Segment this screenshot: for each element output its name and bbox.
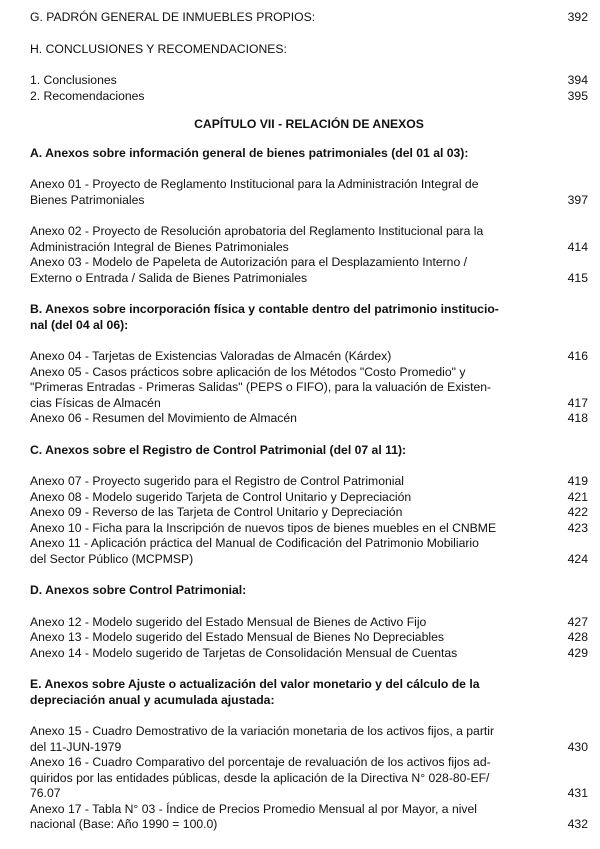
toc-entry-h2 <box>30 89 588 105</box>
toc-entry-page: 395 <box>567 88 588 103</box>
annex-entry <box>30 536 588 567</box>
annex-entry-line: del 11-JUN-1979 <box>30 739 122 754</box>
annex-entry-page: 418 <box>567 411 588 425</box>
annex-entry-text <box>30 521 558 537</box>
annex-entry-line: Anexo 06 - Resumen del Movimiento de Almacén <box>30 411 297 425</box>
annex-entry <box>30 724 588 755</box>
annex-entry-text <box>30 724 558 755</box>
annex-entry-text <box>30 505 558 521</box>
annex-sections <box>30 146 588 833</box>
annex-entry-text <box>30 615 558 631</box>
annex-entry-text <box>30 802 558 833</box>
toc-page <box>30 10 588 833</box>
annex-entry-page: 414 <box>567 239 588 254</box>
annex-entry-text <box>30 646 558 662</box>
annex-entry <box>30 755 588 802</box>
annex-entry-page: 417 <box>567 395 588 410</box>
toc-entry-h1 <box>30 73 588 89</box>
toc-entry-g <box>30 10 588 26</box>
annex-entry-page: 416 <box>567 349 588 363</box>
annex-entry <box>30 224 588 255</box>
annex-entry-text <box>30 349 558 365</box>
annex-entry-line: Anexo 05 - Casos prácticos sobre aplicación de los Métodos "Costo Promedio" y <box>30 364 466 379</box>
annex-entry-line: Anexo 17 - Tabla N° 03 - Índice de Precios Promedio Mensual al por Mayor, a nivel <box>30 801 478 816</box>
annex-entry-line: Anexo 15 - Cuadro Demostrativo de la variación monetaria de los activos fijos, a partir <box>30 724 495 738</box>
annex-section <box>30 677 588 833</box>
section-heading-line: D. Anexos sobre Control Patrimonial: <box>30 583 247 597</box>
annex-entry-line: Anexo 13 - Modelo sugerido del Estado Mensual de Bienes No Depreciables <box>30 630 444 644</box>
annex-entry-page: 415 <box>567 270 588 285</box>
section-heading-line: E. Anexos sobre Ajuste o actualización del valor monetario y del cálculo de la <box>30 677 480 691</box>
annex-entry <box>30 474 588 490</box>
annex-entry <box>30 255 588 286</box>
annex-entry-line: Anexo 07 - Proyecto sugerido para el Registro de Control Patrimonial <box>30 474 404 488</box>
section-heading <box>30 583 588 599</box>
annex-entry-page: 423 <box>567 520 588 535</box>
annex-entry-page: 432 <box>567 817 588 831</box>
annex-entry-line: "Primeras Entradas - Primeras Salidas" (PEPS o FIFO), para la valuación de Existen- <box>30 380 492 394</box>
annex-section <box>30 443 588 584</box>
chapter-title: CAPÍTULO VII - RELACIÓN DE ANEXOS <box>194 117 424 131</box>
annex-entry <box>30 177 588 208</box>
annex-entry-line: Anexo 02 - Proyecto de Resolución aprobatoria del Reglamento Institucional para la <box>30 224 484 238</box>
annex-entry-page: 422 <box>567 505 588 519</box>
annex-entry-line: Anexo 04 - Tarjetas de Existencias Valoradas de Almacén (Kárdex) <box>30 349 392 363</box>
annex-entry-line: Anexo 01 - Proyecto de Reglamento Institucional para la Administración Integral de <box>30 177 479 191</box>
toc-entry-page: 392 <box>567 10 588 24</box>
annex-entry-text <box>30 474 558 490</box>
annex-entry-line: cias Físicas de Almacén <box>30 395 161 410</box>
annex-entry-line: Anexo 03 - Modelo de Papeleta de Autorización para el Desplazamiento Interno / <box>30 255 467 269</box>
annex-entry-page: 428 <box>567 630 588 644</box>
annex-entry-text <box>30 490 558 506</box>
section-heading <box>30 302 588 333</box>
annex-entry <box>30 490 588 506</box>
annex-entry <box>30 521 588 537</box>
annex-entry-line: 76.07 <box>30 786 61 800</box>
annex-entry <box>30 802 588 833</box>
toc-entry-text: 2. Recomendaciones <box>30 88 145 103</box>
annex-section <box>30 583 588 677</box>
annex-entry <box>30 615 588 631</box>
annex-entry-text <box>30 255 558 286</box>
annex-entry-page: 421 <box>567 489 588 504</box>
annex-entry-line: Anexo 12 - Modelo sugerido del Estado Mensual de Bienes de Activo Fijo <box>30 614 427 629</box>
section-heading-line: A. Anexos sobre información general de bienes patrimoniales (del 01 al 03): <box>30 145 469 160</box>
annex-entry-line: nacional (Base: Año 1990 = 100.0) <box>30 817 218 831</box>
annex-entry-line: Bienes Patrimoniales <box>30 192 145 207</box>
toc-entry-text: 1. Conclusiones <box>30 73 117 87</box>
annex-entry-text <box>30 365 558 412</box>
annex-entry-text <box>30 177 558 208</box>
annex-entry-line: Anexo 14 - Modelo sugerido de Tarjetas de Consolidación Mensual de Cuentas <box>30 645 458 660</box>
annex-entry-page: 397 <box>567 192 588 207</box>
annex-entry-line: Anexo 09 - Reverso de las Tarjeta de Control Unitario y Depreciación <box>30 505 403 519</box>
annex-entry-text <box>30 755 558 802</box>
annex-entry <box>30 646 588 662</box>
toc-entry-page: 394 <box>567 73 588 87</box>
section-h-heading: H. CONCLUSIONES Y RECOMENDACIONES: <box>30 41 287 56</box>
annex-entry <box>30 349 588 365</box>
section-heading <box>30 443 588 459</box>
annex-section <box>30 302 588 443</box>
annex-entry-page: 427 <box>567 614 588 629</box>
annex-entry-line: Anexo 16 - Cuadro Comparativo del porcentaje de revaluación de los activos fijos ad- <box>30 755 491 769</box>
annex-entry <box>30 505 588 521</box>
section-heading <box>30 677 588 708</box>
annex-entry-line: Anexo 11 - Aplicación práctica del Manual de Codificación del Patrimonio Mobiliario <box>30 536 479 550</box>
annex-entry-page: 429 <box>567 645 588 660</box>
section-heading-line: B. Anexos sobre incorporación física y contable dentro del patrimonio institucio- <box>30 302 499 316</box>
toc-entry-text: G. PADRÓN GENERAL DE INMUEBLES PROPIOS: <box>30 10 316 24</box>
annex-section <box>30 146 588 303</box>
annex-entry-text <box>30 630 558 646</box>
annex-entry-page: 430 <box>567 739 588 754</box>
annex-entry-text <box>30 224 558 255</box>
annex-entry-line: Anexo 10 - Ficha para la Inscripción de nuevos tipos de bienes muebles en el CNBME <box>30 520 497 535</box>
annex-entry-page: 419 <box>567 474 588 488</box>
annex-entry-text <box>30 536 558 567</box>
annex-entry-line: Anexo 08 - Modelo sugerido Tarjeta de Control Unitario y Depreciación <box>30 489 412 504</box>
annex-entry <box>30 411 588 427</box>
section-heading-line: nal (del 04 al 06): <box>30 317 129 332</box>
section-heading-line: depreciación anual y acumulada ajustada: <box>30 692 275 707</box>
annex-entry-page: 431 <box>567 786 588 800</box>
section-heading <box>30 146 588 162</box>
annex-entry <box>30 365 588 412</box>
section-heading-line: C. Anexos sobre el Registro de Control Patrimonial (del 07 al 11): <box>30 442 407 457</box>
annex-entry-text <box>30 411 558 427</box>
annex-entry-line: Administración Integral de Bienes Patrimoniales <box>30 239 289 254</box>
annex-entry-line: del Sector Público (MCPMSP) <box>30 551 194 566</box>
annex-entry-page: 424 <box>567 551 588 566</box>
annex-entry-line: quiridos por las entidades públicas, desde la aplicación de la Directiva N° 028-80-EF/ <box>30 770 490 785</box>
annex-entry <box>30 630 588 646</box>
annex-entry-line: Externo o Entrada / Salida de Bienes Patrimoniales <box>30 270 308 285</box>
